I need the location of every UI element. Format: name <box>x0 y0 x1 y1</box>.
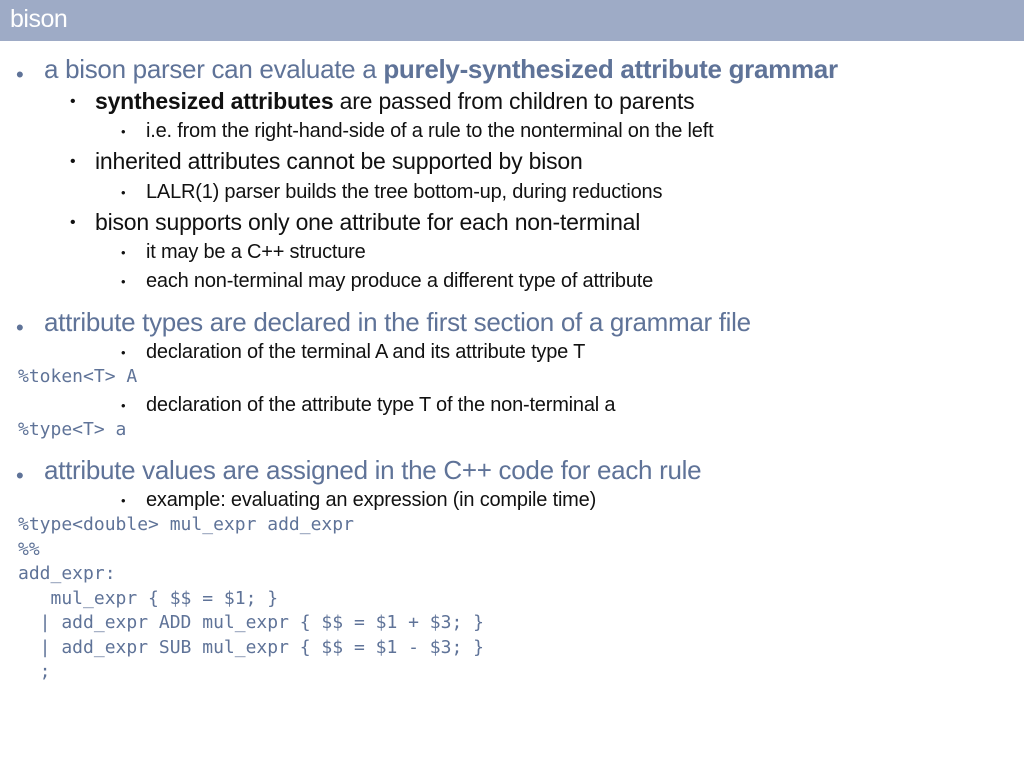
bullet-level3: declaration of the attribute type T of the non-terminal a <box>146 394 616 416</box>
bullet-level3: LALR(1) parser builds the tree bottom-up, during reductions <box>146 181 663 203</box>
code-line: %% <box>18 539 40 560</box>
bullet-bold-text: purely-synthesized attribute grammar <box>383 54 838 84</box>
bullet-dot: • <box>121 245 126 260</box>
bullet-level1: attribute types are declared in the first section of a grammar file <box>44 307 751 337</box>
code-line: add_expr: <box>18 563 116 584</box>
code-line: | add_expr SUB mul_expr { $$ = $1 - $3; } <box>18 637 484 658</box>
code-line: | add_expr ADD mul_expr { $$ = $1 + $3; } <box>18 612 484 633</box>
bullet-level3: each non-terminal may produce a different type of attribute <box>146 270 654 292</box>
bullet-level3: declaration of the terminal A and its attribute type T <box>146 341 586 363</box>
bullet-dot: • <box>121 398 126 413</box>
bullet-level2 <box>95 88 694 115</box>
code-line: %type<double> mul_expr add_expr <box>18 514 354 535</box>
bullet-dot: • <box>70 214 76 231</box>
bullet-dot: • <box>16 62 24 87</box>
title-bar <box>0 0 1024 41</box>
bullet-level1 <box>44 54 838 85</box>
bullet-dot: • <box>121 493 126 508</box>
bullet-dot: • <box>121 345 126 360</box>
bullet-dot: • <box>16 463 24 488</box>
bullet-level1: attribute values are assigned in the C++ code for each rule <box>44 455 702 485</box>
bullet-dot: • <box>70 93 76 110</box>
bullet-level3: example: evaluating an expression (in compile time) <box>146 489 597 511</box>
bullet-level2: inherited attributes cannot be supported by bison <box>95 148 583 174</box>
bullet-dot: • <box>70 153 76 170</box>
bullet-level3: it may be a C++ structure <box>146 241 366 263</box>
code-line: ; <box>18 661 51 682</box>
slide-title: bison <box>10 5 68 33</box>
bullet-level3: i.e. from the right-hand-side of a rule to the nonterminal on the left <box>146 120 714 142</box>
bullet-dot: • <box>121 274 126 289</box>
bullet-level2: bison supports only one attribute for each non-terminal <box>95 209 641 235</box>
code-line: %token<T> A <box>18 366 138 387</box>
bullet-dot: • <box>121 124 126 139</box>
bullet-text: a bison parser can evaluate a <box>44 54 384 84</box>
bullet-text: are passed from children to parents <box>333 88 695 114</box>
bullet-dot: • <box>121 185 126 200</box>
code-line: mul_expr { $$ = $1; } <box>18 588 279 609</box>
bullet-bold-text: synthesized attributes <box>95 88 334 114</box>
bullet-dot: • <box>16 315 24 340</box>
code-line: %type<T> a <box>18 419 127 440</box>
